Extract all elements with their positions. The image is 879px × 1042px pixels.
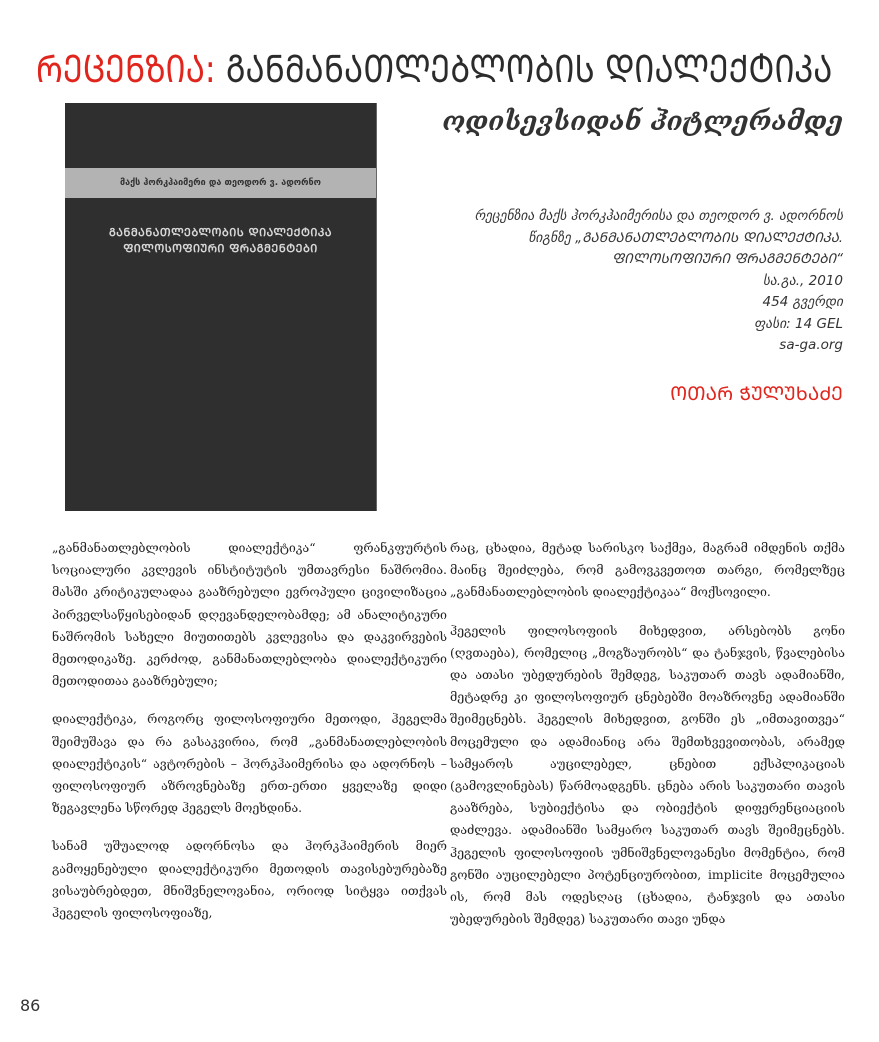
article-headline xyxy=(36,44,833,94)
article-author: ᲝᲗᲐᲠ ᲭᲣᲚᲣᲮᲐᲫᲔ xyxy=(670,383,843,405)
page-number: 86 xyxy=(20,996,41,1015)
paragraph: „განმანათლებლობის დიალექტიკა“ ფრანკფურტის სოციალური კვლევის ინსტიტუტის უმთავრესი ნაშრომია. მასში კრიტიკულადაა გააზრებული ევროპული ცივილიზაცია პირველსაწყისებიდან დღევანდელობამდე; ამ ანალიტიკური ნაშრომის სახელი მიუთითებს კვლევისა და დაკვირვების მეთოდიკაზე. კერძოდ, განმანათლებლობა დიალექტიკური მეთოდითაა გააზრებული; xyxy=(52,540,447,689)
paragraph: რაც, ცხადია, მეტად სარისკო საქმეა, მაგრამ იმდენის თქმა მაინც შეიძლება, რომ გამოვკვეთოთ თარგი, რომელზეც „განმანათლებლობის დიალექტიკაა“ მოქსოვილი. xyxy=(450,540,845,600)
paragraph: ჰეგელის ფილოსოფიის მიხედვით, არსებობს გონი (ღვთაება), რომელიც „მოგზაურობს“ და ტანჯვის, წვალებისა და ათასი უბედურების შემდეგ, საკუთარ თავს ადამიანში, მეტადრე კი ფილოსოფიურ ცნებებში მოაზროვნე ადამიანში შეიმეცნებს. ჰეგელის მიხედვით, გონში ეს „იმთავითვეა“ მოცემული და ადამიანიც არა შემთხვევითობას, არამედ სამყაროს აუცილებელ, ცნებით ექსპლიკაციას (გამოვლინებას) წარმოადგენს. ცნება არის საკუთარი თავის გააზრება, სუბიექტისა და ობიექტის დიფერენციაციის დაძლევა. ადამიანში სამყარო საკუთარ თავს შეიმეცნებს. ჰეგელის ფილოსოფიის უმნიშვნელოვანესი მომენტია, რომ გონში აუცილებელი პოტენციურობით, implicite მოცემულია ის, რომ მას ოდესღაც (ცხადია, ტანჯვის და ათასი უბედურების შემდეგ) საკუთარი თავი უნდა xyxy=(450,622,845,927)
headline-title: ᲒᲐᲜᲛᲐᲜᲐᲗᲚᲔᲑᲚᲝᲑᲘᲡ ᲓᲘᲐᲚᲔᲥᲢᲘᲙᲐ xyxy=(225,47,833,91)
book-info-line1: რეცენზია მაქს ჰორკჰაიმერისა და თეოდორ ვ. ადორნოს xyxy=(474,208,843,224)
article-subtitle: ოდისევსიდან ჰიტლერამდე xyxy=(442,107,843,137)
book-publisher: სა.გა., 2010 xyxy=(762,272,843,289)
book-info-line2: წიგნზე „ᲒᲐᲜᲛᲐᲜᲐᲗᲚᲔᲑᲚᲝᲑᲘᲡ ᲓᲘᲐᲚᲔᲥᲢᲘᲙᲐ. xyxy=(528,229,843,246)
book-info-line3: ᲤᲘᲚᲝᲡᲝᲤᲘᲣᲠᲘ ᲤᲠᲐᲒᲛᲔᲜᲢᲔᲑᲘ“ xyxy=(611,251,843,267)
cover-title-line2: ᲤᲘᲚᲝᲡᲝᲤᲘᲣᲠᲘ ᲤᲠᲐᲒᲛᲔᲜᲢᲔᲑᲘ xyxy=(123,242,318,255)
paragraph: დიალექტიკა, როგორც ფილოსოფიური მეთოდი, ჰეგელმა შეიმუშავა და რა გასაკვირია, რომ „განმანათლებლობის დიალექტიკის“ ავტორების – ჰორკჰაიმერისა და ადორნოს – ფილოსოფიურ აზროვნებაზე ერთ-ერთი ყველაზე დიდი ზეგავლენა სწორედ ჰეგელს მოეხდინა. xyxy=(52,711,447,816)
cover-title-line1: ᲒᲐᲜᲛᲐᲜᲐᲗᲚᲔᲑᲚᲝᲑᲘᲡ ᲓᲘᲐᲚᲔᲥᲢᲘᲙᲐ xyxy=(109,226,332,239)
body-column-right xyxy=(450,537,845,946)
headline-label: ᲠᲔᲪᲔᲜᲖᲘᲐ: xyxy=(36,47,216,91)
body-column-left xyxy=(52,537,447,940)
paragraph: სანამ უშუალოდ ადორნოსა და ჰორკჰაიმერის მიერ გამოყენებული დიალექტიკური მეთოდის თავისებურებაზე ვისაუბრებდეთ, მნიშვნელოვანია, ორიოდ სიტყვა ითქვას ჰეგელის ფილოსოფიაზე, xyxy=(52,838,447,921)
publisher-website: sa-ga.org xyxy=(779,337,843,353)
cover-title xyxy=(65,225,376,257)
book-pages: 454 გვერდი xyxy=(762,294,843,310)
book-price: ფასი: 14 GEL xyxy=(754,315,843,332)
book-info xyxy=(403,206,843,357)
book-cover-image xyxy=(65,103,376,511)
cover-authors: მაქს ჰორკჰაიმერი და თეოდორ ვ. ადორნო xyxy=(65,168,376,198)
